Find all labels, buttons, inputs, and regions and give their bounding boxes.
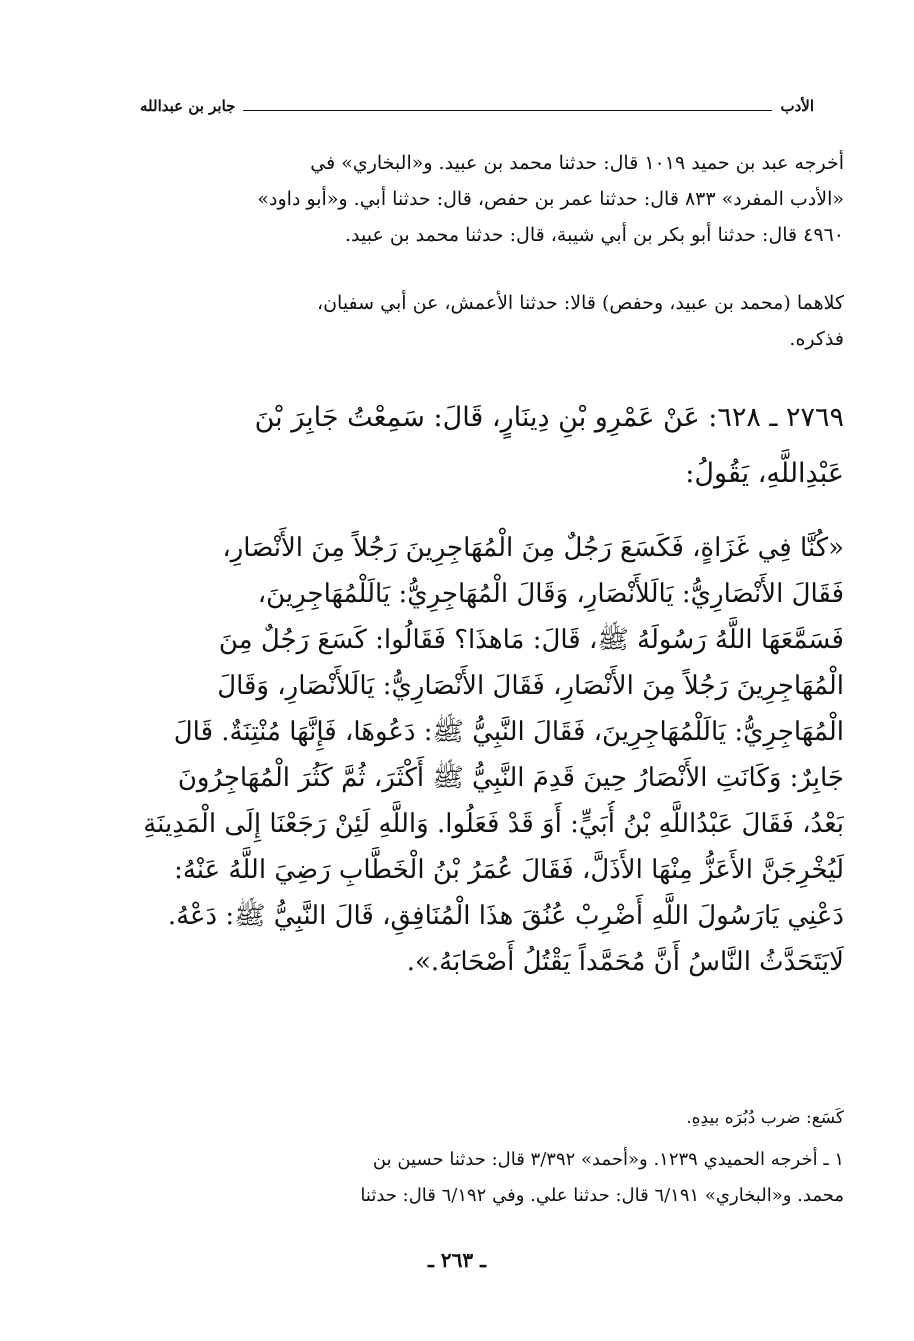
running-header [140,92,814,120]
text-line: دَعْنِي يَارَسُولَ اللَّهِ أَضْرِبْ عُنُقَ هذَا الْمُنَافِقِ، قَالَ النَّبِيُّ ﷺ: دَعْهُ. [167,901,844,931]
word-gloss: كَسَع: ضرب دُبُرَه بيدِهِ. [686,1108,844,1128]
text-line: لَيُخْرِجَنَّ الأَعَزُّ مِنْهَا الأَذَلَّ، فَقَالَ عُمَرُ بْنُ الْخَطَّابِ رَضِيَ اللَّهُ عَنْهُ: [174,855,844,885]
text-line: ٢٧٦٩ ـ ٦٢٨: عَنْ عَمْرِو بْنِ دِينَارٍ، قَالَ: سَمِعْتُ جَابِرَ بْنَ [254,402,844,433]
text-line: عَبْدِاللَّهِ، يَقُولُ: [685,458,844,489]
text-line: فَسَمَّعَهَا اللَّهُ رَسُولَهُ ﷺ، قَالَ: مَاهذَا؟ فَقَالُوا: كَسَعَ رَجُلٌ مِنَ [218,625,844,655]
text-line: الْمُهَاجِرِيُّ: يَالَلْمُهَاجِرِينَ، فَقَالَ النَّبِيُّ ﷺ: دَعُوهَا، فَإِنَّهَا مُنْتِنَةٌ. قَالَ [173,717,844,747]
text-line: الْمُهَاجِرِينَ رَجُلاً مِنَ الأَنْصَارِ، فَقَالَ الأَنْصَارِيُّ: يَالَلأَنْصَارِ، وَقَالَ [217,671,844,701]
header-section: جابر بن عبدالله [140,97,236,115]
takhrij-paragraph [140,145,844,253]
text-line: أخرجه عبد بن حميد ١٠١٩ قال: حدثنا محمد بن عبيد. و«البخاري» في [310,152,844,174]
hadith-heading [140,390,844,502]
text-line: بَعْدُ، فَقَالَ عَبْدُاللَّهِ بْنُ أُبَيٍّ: أَوَ قَدْ فَعَلُوا. وَاللَّهِ لَئِنْ رَجَعْنَا إِلَى الْمَدِينَةِ [143,809,844,839]
hadith-text [140,525,844,985]
header-chapter: الأدب [780,97,814,115]
header-rule [243,110,772,111]
text-line: لَايَتَحَدَّثُ النَّاسُ أَنَّ مُحَمَّداً يَقْتُلُ أَصْحَابَهُ.». [406,947,844,977]
text-line: ١ ـ أخرجه الحميدي ١٢٣٩. و«أحمد» ٣/٣٩٢ قال: حدثنا حسين بن [372,1149,844,1170]
text-line: كلاهما (محمد بن عبيد، وحفص) قالا: حدثنا الأعمش، عن أبي سفيان، [316,292,844,314]
text-line: محمد. و«البخاري» ٦/١٩١ قال: حدثنا علي. وفي ٦/١٩٢ قال: حدثنا [360,1185,844,1206]
text-line: «الأدب المفرد» ٨٣٣ قال: حدثنا عمر بن حفص، قال: حدثنا أبي. و«أبو داود» [257,188,844,210]
text-line: فَقَالَ الأَنْصَارِيُّ: يَالَلأَنْصَارِ، وَقَالَ الْمُهَاجِرِيُّ: يَالَلْمُهَاجِرِينَ، [257,579,844,609]
page-number: ـ ٢٦٣ ـ [428,1248,486,1272]
text-line: «كُنَّا فِي غَزَاةٍ، فَكَسَعَ رَجُلٌ مِنَ الْمُهَاجِرِينَ رَجُلاً مِنَ الأَنْصَارِ، [222,533,844,563]
isnad-paragraph [140,285,844,357]
text-line: ٤٩٦٠ قال: حدثنا أبو بكر بن أبي شيبة، قال: حدثنا محمد بن عبيد. [345,224,844,246]
text-line: جَابِرٌ: وَكَانَتِ الأَنْصَارُ حِينَ قَدِمَ النَّبِيُّ ﷺ أَكْثَرَ، ثُمَّ كَثُرَ الْمُهَاجِرُونَ [177,763,844,793]
footnote [140,1142,844,1214]
text-line: فذكره. [789,328,844,350]
